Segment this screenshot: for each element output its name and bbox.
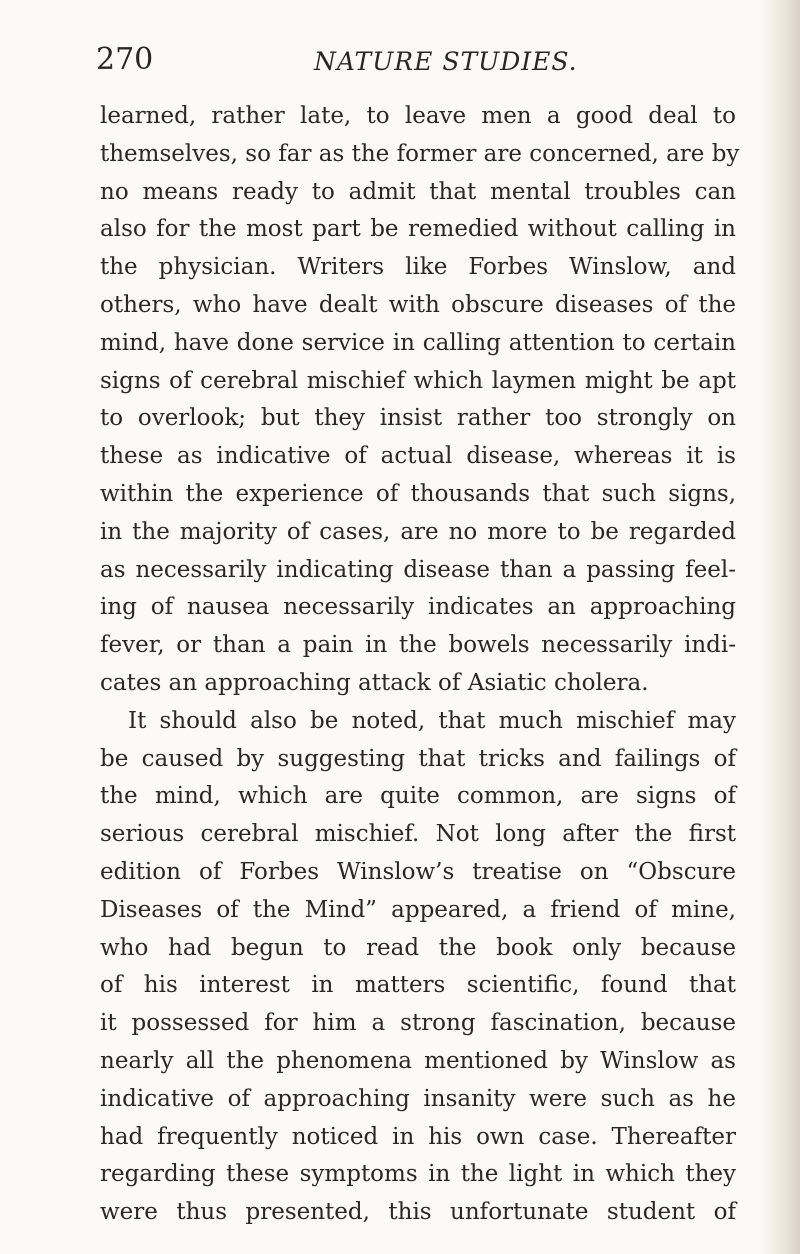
text-line: learned, rather late, to leave men a good deal to xyxy=(100,103,736,129)
text-line: the mind, which are quite common, are signs of xyxy=(100,783,736,810)
running-head: NATURE STUDIES. xyxy=(314,47,578,76)
text-line: who had begun to read the book only because xyxy=(100,934,736,961)
text-line: to overlook; but they insist rather too strongly on xyxy=(100,405,736,432)
text-line: themselves, so far as the former are concerned, are by xyxy=(100,140,740,167)
text-line: edition of Forbes Winslow’s treatise on “Obscure xyxy=(100,858,736,885)
text-line: indicative of approaching insanity were such as he xyxy=(100,1085,736,1112)
text-line: no means ready to admit that mental troubles can xyxy=(100,178,736,205)
text-line: also for the most part be remedied without calling in xyxy=(100,216,736,243)
text-line: fever, or than a pain in the bowels necessarily indi- xyxy=(100,632,736,659)
text-line: It should also be noted, that much mischief may xyxy=(128,707,736,734)
text-line: within the experience of thousands that such signs, xyxy=(100,480,736,507)
text-line: it possessed for him a strong fascination, because xyxy=(100,1010,736,1037)
text-line: others, who have dealt with obscure diseases of the xyxy=(100,291,736,318)
text-line: mind, have done service in calling attention to certain xyxy=(100,329,736,356)
text-line: were thus presented, this unfortunate student of xyxy=(100,1199,736,1226)
text-line: nearly all the phenomena mentioned by Winslow as xyxy=(100,1047,736,1074)
text-line: signs of cerebral mischief which laymen might be apt xyxy=(100,367,736,394)
text-line: had frequently noticed in his own case. Thereafter xyxy=(100,1123,736,1150)
page-edge-shadow xyxy=(760,0,800,1254)
text-line: Diseases of the Mind” appeared, a friend of mine, xyxy=(100,896,736,923)
page-header xyxy=(96,40,736,84)
text-line: in the majority of cases, are no more to be regarded xyxy=(100,518,736,545)
text-line: of his interest in matters scientific, found that xyxy=(100,972,736,999)
text-line: ing of nausea necessarily indicates an approaching xyxy=(100,594,736,621)
text-line: regarding these symptoms in the light in which they xyxy=(100,1161,736,1188)
text-line: serious cerebral mischief. Not long after the first xyxy=(100,821,736,848)
text-line: cates an approaching attack of Asiatic cholera. xyxy=(100,669,649,696)
text-line: the physician. Writers like Forbes Winslow, and xyxy=(100,254,736,281)
page-number: 270 xyxy=(96,42,154,77)
text-line: these as indicative of actual disease, whereas it is xyxy=(100,443,736,470)
text-line: be caused by suggesting that tricks and failings of xyxy=(100,745,736,772)
body-text xyxy=(100,98,740,1232)
text-line: as necessarily indicating disease than a passing feel- xyxy=(100,556,736,583)
